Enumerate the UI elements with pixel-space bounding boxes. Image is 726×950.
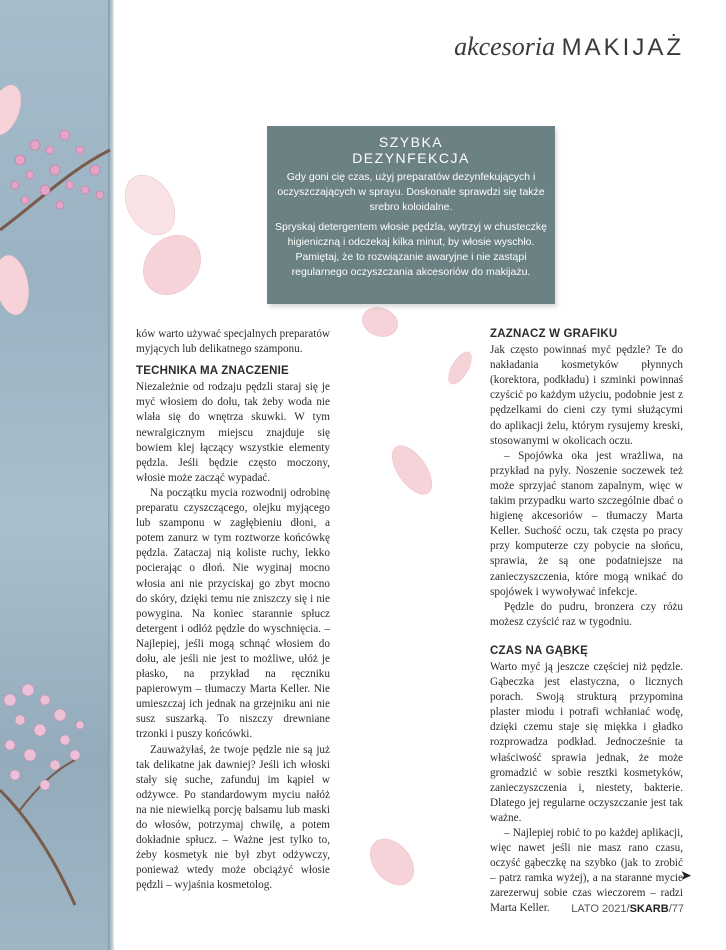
info-box-paragraph-2: Spryskaj detergentem włosie pędzla, wytrzyj w chusteczkę higieniczną i odczekaj kilka minut, by włosie wyschło. Pamiętaj, że to rozwiązanie awaryjne i nie zastąpi regularnego oczyszczania akcesoriów do makijażu. bbox=[275, 221, 547, 278]
section-heading-technika: TECHNIKA MA ZNACZENIE bbox=[136, 365, 289, 378]
lilac-branch-bottom bbox=[0, 684, 84, 905]
column-intro: ków warto używać specjalnych preparatów myjących lub delikatnego szamponu. bbox=[136, 328, 330, 356]
info-box bbox=[267, 126, 555, 304]
paragraph: Jak często powinnaś myć pędzle? Te do nakładania kosmetyków płynnych (korektora, podkładu) i szminki powinnaś czyścić po każdym użyciu, podobnie jest z pędzelkami do cieni czy tymi służącymi do aplikacji żelu, którym rysujemy kreski, stosowanymi w okolicach oczu. bbox=[490, 344, 683, 447]
article-column-left bbox=[136, 327, 330, 893]
paragraph: Na początku mycia rozwodnij odrobinę preparatu czyszczącego, olejku myjącego lub szamponu w zagłębieniu dłoni, a potem zanurz w tym roztworze końcówkę pędzla. Zataczaj nią koliste ruchy, lekko pocierając o dłoń. Nie wyginaj mocno włosia ani nie przyciskaj go zbyt mocno do skóry, dzięki temu nie zniszczy się i nie powygina. Na koniec starannie spłucz detergent i odłóż pędzle do wyschnięcia. – Najlepiej, jeśli mogą schnąć włosiem do dołu, ale jeśli nie jest to możliwe, ułóż je płasko, na przykład na ręczniku papierowym – tłumaczy Marta Keller. Nie umieszczaj ich jednak na grzejniku ani nie susz suszarką. To niszczy drewniane trzonki i puszy końcówki. bbox=[136, 486, 330, 741]
header-accent: akcesoria bbox=[454, 32, 556, 61]
info-box-title bbox=[267, 134, 555, 166]
continue-arrow-icon: ➤ bbox=[680, 869, 692, 884]
paragraph: – Najlepiej robić to po każdej aplikacji, więc nawet jeśli nie masz rano czasu, oczyść gąbeczkę na szybko (jak to zrobić – patrz ramka wyżej), a na staranne mycie zarezerwuj sobie czas wieczorem – radzi Marta Keller. bbox=[490, 827, 683, 915]
info-box-paragraph-1: Gdy goni cię czas, użyj preparatów dezynfekujących i oczyszczających w sprayu. Doskonale sprawdzi się także srebro koloidalne. bbox=[277, 171, 545, 213]
header-title: MAKIJAŻ bbox=[561, 34, 684, 61]
article-column-right bbox=[490, 327, 683, 917]
info-box-title-line1: SZYBKA bbox=[378, 134, 444, 150]
footer-magazine: SKARB bbox=[629, 903, 669, 915]
info-box-title-line2: DEZYNFEKCJA bbox=[352, 150, 470, 166]
footer-season: LATO 2021 bbox=[571, 903, 627, 915]
paragraph: Zauważyłaś, że twoje pędzle nie są już tak delikatne jak dawniej? Jeśli ich włoski stały się suche, zafunduj im kąpiel w odżywce. Po standardowym myciu nałóż na nie niewielką porcję balsamu lub maski do włosów, potrzymaj chwilę, a potem dokładnie spłucz. – Ważne jest tylko to, żeby kosmetyk nie był zbyt odżywczy, ponieważ wtedy może obciążyć włosie pędzli – wyjaśnia kosmetolog. bbox=[136, 743, 330, 892]
paragraph: Niezależnie od rodzaju pędzli staraj się je myć włosiem do dołu, tak żeby woda nie wlała się do wnętrza skuwki. W tym newralgicznym miejscu znajduje się bowiem klej łączący wszystkie elementy pędzla. Jeśli będzie często moczony, włosie może zacząć wypadać. bbox=[136, 381, 330, 484]
paragraph: – Spojówka oka jest wrażliwa, na przykład na pyły. Noszenie soczewek też może sprzyjać stanom zapalnym, więc w takim przypadku warto szczególnie dbać o higienę akcesoriów – tłumaczy Marta Keller. Suchość oczu, tak częsta po pracy przy komputerze czy pobycie na słońcu, sprawia, że są one podatniejsze na zanieczyszczenia, które mogą wnikać do spojówek i wywoływać infekcje. bbox=[490, 449, 683, 598]
paragraph: Warto myć ją jeszcze częściej niż pędzle. Gąbeczka jest elastyczna, o licznych porach. Swoją strukturą przypomina plaster miodu i potrafi wchłaniać wodę, dzięki czemu staje się miękka i gładko rozprowadza podkład. Jednocześnie ta właściwość sprawia jednak, że może gromadzić w sobie resztki kosmetyków, zanieczyszczenia i, niestety, bakterie. Dlatego jej regularne oczyszczanie jest tak ważne. bbox=[490, 660, 683, 824]
page-number: 77 bbox=[671, 903, 684, 915]
page-footer: LATO 2021/SKARB/77 bbox=[571, 903, 684, 915]
section-heading-grafik: ZAZNACZ W GRAFIKU bbox=[490, 328, 618, 340]
section-header bbox=[454, 32, 684, 62]
section-heading-gabka: CZAS NA GĄBKĘ bbox=[490, 644, 589, 657]
paragraph: Pędzle do pudru, bronzera czy różu możesz czyścić raz w tygodniu. bbox=[490, 600, 683, 628]
lilac-branch-top bbox=[0, 130, 110, 230]
